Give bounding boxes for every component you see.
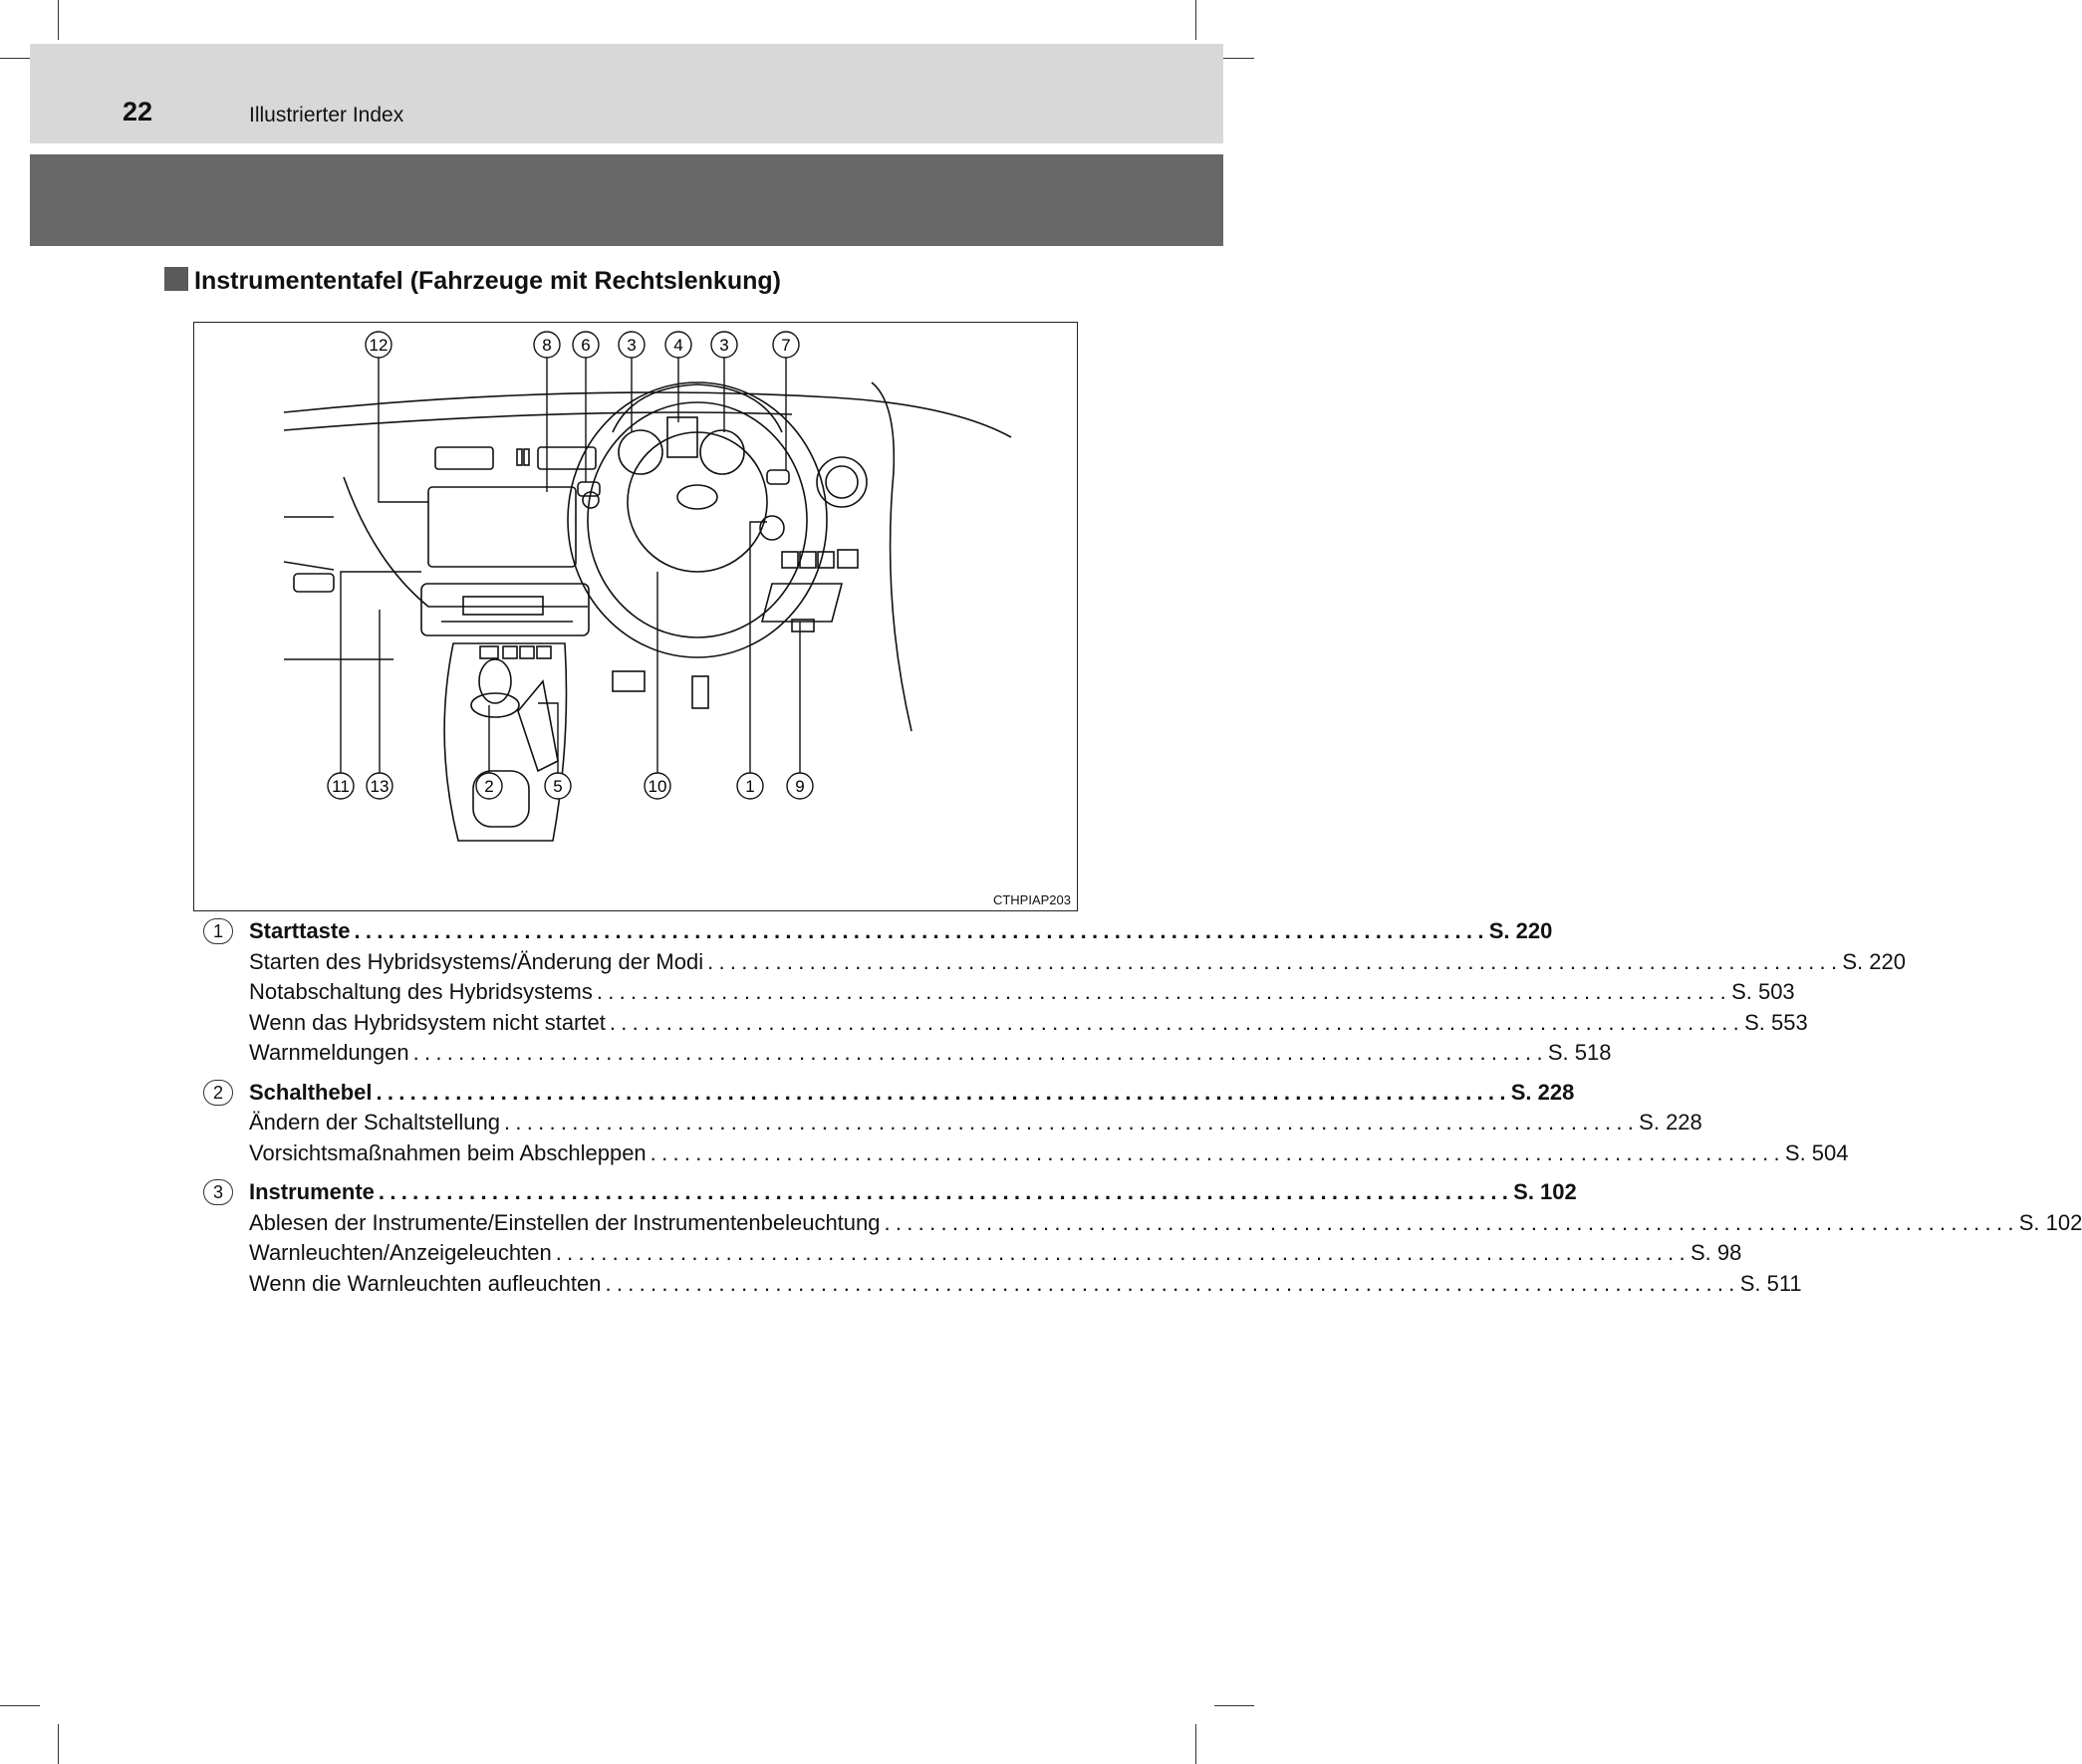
side-vent-inner bbox=[826, 466, 858, 498]
sub-page: S. 102 bbox=[2018, 1209, 2082, 1235]
crop-mark bbox=[58, 1724, 59, 1764]
entry-title: Starttaste bbox=[249, 918, 351, 943]
index-entry-1 bbox=[203, 916, 1906, 1069]
callout-label-top-0: 12 bbox=[369, 336, 389, 355]
start-button bbox=[760, 516, 784, 540]
entry-number: 2 bbox=[203, 1080, 233, 1106]
page-number: 22 bbox=[123, 97, 153, 126]
entry-main-row[interactable]: Starttaste .................................................................................................... S. 220 bbox=[249, 916, 1036, 947]
sub-page: S. 553 bbox=[1744, 1009, 1808, 1035]
sub-page: S. 503 bbox=[1731, 979, 1795, 1004]
entry-main-row[interactable]: Instrumente .................................................................................................... S. 102 bbox=[249, 1177, 1036, 1208]
center-console bbox=[444, 643, 566, 841]
sub-text: Warnmeldungen bbox=[249, 1040, 409, 1065]
header-band bbox=[30, 44, 1223, 143]
callout-label-bottom-5: 1 bbox=[745, 777, 755, 796]
mirror-switch-panel bbox=[762, 584, 842, 622]
dashboard-illustration bbox=[194, 323, 1079, 912]
callout-label-bottom-1: 13 bbox=[370, 777, 390, 796]
entry-number: 1 bbox=[203, 918, 233, 944]
leader-12 bbox=[379, 358, 428, 502]
sub-text: Starten des Hybridsystems/Änderung der Modi bbox=[249, 948, 704, 974]
meter-left bbox=[619, 430, 662, 474]
sub-text: Notabschaltung des Hybridsystems bbox=[249, 979, 593, 1004]
callout-label-top-3: 3 bbox=[627, 336, 637, 355]
entry-sub-row[interactable]: Starten des Hybridsystems/Änderung der Modi .................................................................................................... S. 220 bbox=[249, 947, 1036, 978]
callout-label-top-6: 7 bbox=[781, 336, 791, 355]
section-title: Instrumententafel (Fahrzeuge mit Rechtslenkung) bbox=[194, 267, 781, 295]
switch bbox=[782, 552, 798, 568]
shift-lever bbox=[479, 659, 511, 703]
sub-page: S. 511 bbox=[1739, 1270, 1802, 1296]
entry-page: S. 228 bbox=[1510, 1079, 1575, 1105]
entry-sub-row[interactable]: Wenn das Hybridsystem nicht startet .................................................................................................... S. 553 bbox=[249, 1008, 1036, 1039]
callout-label-bottom-6: 9 bbox=[795, 777, 805, 796]
sub-page: S. 220 bbox=[1842, 948, 1906, 974]
climate-panel bbox=[421, 584, 589, 635]
leader-1 bbox=[750, 522, 767, 773]
stalk-right bbox=[767, 470, 789, 484]
crop-mark bbox=[1214, 1705, 1254, 1706]
brake-pedal bbox=[613, 671, 645, 691]
sub-page: S. 98 bbox=[1690, 1240, 1742, 1265]
leader-11 bbox=[341, 572, 421, 773]
sub-text: Warnleuchten/Anzeigeleuchten bbox=[249, 1240, 552, 1265]
image-code: CTHPIAP203 bbox=[992, 892, 1071, 907]
entry-page: S. 102 bbox=[1513, 1179, 1577, 1204]
index-entry-3 bbox=[203, 1177, 2082, 1299]
left-dash-line bbox=[284, 562, 334, 570]
dashboard-diagram bbox=[193, 322, 1078, 911]
crop-mark bbox=[58, 0, 59, 40]
entry-sub-row[interactable]: Ablesen der Instrumente/Einstellen der Instrumentenbeleuchtung .................................................................................................... S. 102 bbox=[249, 1208, 1036, 1239]
callout-label-top-5: 3 bbox=[719, 336, 729, 355]
sub-page: S. 504 bbox=[1784, 1139, 1849, 1165]
page-title: Illustrierter Index bbox=[249, 104, 404, 126]
callout-label-bottom-0: 11 bbox=[332, 777, 350, 796]
entry-page: S. 220 bbox=[1488, 918, 1553, 943]
parking-brake bbox=[518, 681, 558, 771]
entry-number: 3 bbox=[203, 1179, 233, 1205]
entry-sub-row[interactable]: Vorsichtsmaßnahmen beim Abschleppen .................................................................................................... S. 504 bbox=[249, 1138, 1036, 1169]
console-button bbox=[537, 646, 551, 658]
entry-title: Instrumente bbox=[249, 1179, 375, 1204]
sub-text: Wenn die Warnleuchten aufleuchten bbox=[249, 1270, 602, 1296]
console-button bbox=[503, 646, 517, 658]
dash-top-line-2 bbox=[284, 412, 792, 430]
accelerator-pedal bbox=[692, 676, 708, 708]
index-entries bbox=[203, 916, 2082, 1308]
steering-logo bbox=[677, 485, 717, 509]
display-screen bbox=[428, 487, 576, 567]
callout-label-top-4: 4 bbox=[673, 336, 683, 355]
side-vent bbox=[817, 457, 867, 507]
entry-sub-row[interactable]: Warnleuchten/Anzeigeleuchten .................................................................................................... S. 98 bbox=[249, 1238, 1036, 1269]
index-entry-2 bbox=[203, 1078, 1849, 1169]
entry-sub-row[interactable]: Warnmeldungen .................................................................................................... S. 518 bbox=[249, 1038, 1036, 1069]
entry-sub-row[interactable]: Wenn die Warnleuchten aufleuchten .................................................................................................... S. 511 bbox=[249, 1269, 1036, 1300]
sub-text: Wenn das Hybridsystem nicht startet bbox=[249, 1009, 606, 1035]
callout-label-top-2: 6 bbox=[581, 336, 591, 355]
callout-label-bottom-2: 2 bbox=[484, 777, 494, 796]
sub-page: S. 518 bbox=[1547, 1040, 1612, 1065]
sub-text: Ablesen der Instrumente/Einstellen der Instrumentenbeleuchtung bbox=[249, 1209, 881, 1235]
sub-text: Vorsichtsmaßnahmen beim Abschleppen bbox=[249, 1139, 647, 1165]
left-vent bbox=[294, 574, 334, 592]
switch bbox=[838, 550, 858, 568]
hazard-switch bbox=[517, 449, 522, 465]
center-vent-left bbox=[435, 447, 493, 469]
section-square-icon bbox=[164, 267, 188, 291]
header-dark-band bbox=[30, 154, 1223, 246]
section-heading bbox=[164, 267, 781, 296]
entry-sub-row[interactable]: Notabschaltung des Hybridsystems .................................................................................................... S. 503 bbox=[249, 977, 1036, 1008]
callout-label-top-1: 8 bbox=[542, 336, 552, 355]
console-button bbox=[520, 646, 534, 658]
entry-title: Schalthebel bbox=[249, 1079, 373, 1105]
console-button bbox=[480, 646, 498, 658]
shift-lever-base bbox=[471, 693, 519, 717]
entry-sub-row[interactable]: Ändern der Schaltstellung .................................................................................................... S. 228 bbox=[249, 1108, 1036, 1138]
callout-label-bottom-4: 10 bbox=[648, 777, 667, 796]
callout-label-bottom-3: 5 bbox=[553, 777, 563, 796]
crop-mark bbox=[0, 1705, 40, 1706]
entry-main-row[interactable]: Schalthebel .................................................................................................... S. 228 bbox=[249, 1078, 1036, 1109]
sub-text: Ändern der Schaltstellung bbox=[249, 1110, 500, 1134]
climate-display bbox=[463, 597, 543, 615]
hazard-switch-2 bbox=[524, 449, 529, 465]
door-outline bbox=[872, 382, 911, 731]
center-console-outline bbox=[344, 477, 588, 607]
sub-page: S. 228 bbox=[1639, 1110, 1702, 1134]
crop-mark bbox=[1195, 1724, 1196, 1764]
crop-mark bbox=[1195, 0, 1196, 40]
